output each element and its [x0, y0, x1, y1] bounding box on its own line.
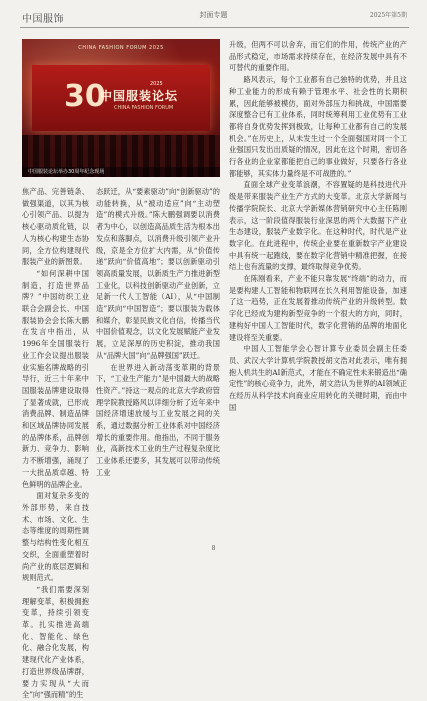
article-paragraph: 态跃迁，从“要素驱动”向“创新驱动”的动能转换，从“被动适应”向“主动塑造”的模式升级。”陈大鹏强调要以消费者为中心，以创造高品质生活为根本出发点和落脚点，以消费升级引领产业升级，京是全方位扩大内需，从“价值传递”跃向“价值高地”；要以创新驱动引领高质量发展，以新质生产力推进新型工业化，以科技创新驱动产业创新，立足新一代人工智能（AI），从“中国制造”跃向“中国智造”；要以服装为载体和媒介，彰显民族文化自信，传播当代中国价值观念，以文化发展赋能产业发展，立足深厚的历史积淀，推动我国从“品牌大国”向“品牌强国”跃迁。: [96, 187, 220, 360]
page-number: 8: [211, 545, 216, 552]
photo-caption: 中国服装论坛举办30周年纪念现场: [22, 167, 220, 177]
article-paragraph: 面对复杂多变的外部形势，来自技术、市场、文化、生态等维度的周期性调整与结构性变化相互交织，全面重塑着时尚产业的底层逻辑和规则范式。: [22, 491, 89, 583]
section-title: 封面专题: [199, 11, 228, 19]
header-divider: [20, 27, 409, 28]
forum-photo: [22, 39, 220, 177]
article-paragraph: 升级，但两不可以舍弃，而它们的作用，传统产业的产品形式稳定，市场需求持续存在，在经济发展中具有不可替代的重要作用。: [229, 40, 407, 73]
article-paragraph: 中国人工智能学会心智计算专业委员会副主任委员、武汉大学计算机学院教授胡文浩对此表示，唯有拥抱人机共生的AI新范式，才能在不确定性未来锻造出“确定性”的核心竞争力，此外，胡文浩认为世界的AI领域正在经历从科学技术向商业应用转化的关键时期，而由中国: [229, 344, 407, 412]
article-paragraph: “如何深耕中国制造，打造世界品牌？”中国纺织工业联合会副会长、中国服装协会会长陈大鹏在发言中指出，从1996年全国服装行业工作会议提出服装业实施名牌战略的引导行，近三十年来中国服装品牌建设取得了显著成就，已形成消费品牌、制造品牌和区域品牌协同发展的品牌体系，品牌创新力、竞争力、影响力不断增强，涌现了一大批品质卓越、特色鲜明的品牌企业。: [22, 268, 89, 489]
article-paragraph: 在世界进入新动荡变革期的背景下，“工业生产能力”是中国最大的战略性资产。”持这一观点的北京大学政府管理学院教授路风以详细分析了近年来中国经济增速放缓与工业发展之间的关系，通过数据分析工业体系对中国经济增长的重要作用。他指出，不同于服务业，高新技术工业的生产过程复杂度比工业体系还要多，其发展可以带动传统工业: [96, 362, 220, 477]
photo-forum-subtitle-en: CHINA FASHION FORUM: [114, 105, 174, 111]
photo-anniversary-number: 30: [64, 79, 106, 114]
article-paragraph: 路风表示，每个工业都有自己独特的优势，并且这种工业能力的形成有赖于管理水平、社会性的长期积累，因此能够被模仿，面对外部压力和挑战，中国需要深度整合已有工业体系，同时统筹利用工业优势有工业都将自身优势发挥到极致，让每种工业都有自己的发展机会。”在历史上，从未发生过一个全面强国对同一个工业强国只发出出质疑的情况，因此在这个时期，密切各行各业的企业家都能把自己的事业做好，只要各行各业都能够，其实体力量终是不可战胜的。”: [229, 75, 407, 178]
photo-year: 2025: [150, 81, 163, 87]
article-column-3: [229, 39, 407, 539]
issue-number: 2025年第5期: [369, 12, 407, 19]
article-paragraph: 直面全球产业变革浪潮，不容置疑的是科技进代升级是带来服装产业生产方式的大变革。北京大学新闻与传播学院院长、北京大学新媒体营销研究中心主任陈刚表示，这一阶段值得服装行业深思的两个大数据下产业生态建设，服装产业数字化。在这种时代，时代是产业数字化。在此进程中，传统企业要在重新数字产业建设中具有统一起跑线，要在数字化营销中精准把握，在接结上也有流量的支撑，最终取得竞争优势。: [229, 180, 407, 272]
article-column-2: [96, 186, 220, 540]
photo-forum-title-cn: 中国服装论坛: [100, 89, 179, 103]
article-paragraph: 焦产品、完善链条、做强渠道，以其为核心引领产品、以提为核心驱动质化链，以人为核心构建生态协同，全方位构建现代服装产业的新图景。: [22, 187, 89, 267]
photo-forum-title-en: CHINA FASHION FORUM 2025: [78, 45, 164, 51]
article-paragraph: 在陈刚看来，产业不能只靠发展“终端”的动力，而是要构建人工智能和物联网在长久利用智能设备，加速了这一趋势，正在发展着推动传统产业的升级转型。数字化已经成为建构新型竞争的一个很大的方向，同时，建构好中国人工智能时代，数字化营销的品牌的地面化建设将至关重要。: [229, 274, 407, 342]
article-paragraph: “我们需要深刻理解变革，积极拥抱变革，持续引领变革。扎实推进高端化、智能化、绿色化、融合化发展，构建现代化产业体系，打造世界级品牌群，要力实现从“大而全”向“强而精”的生: [22, 584, 89, 700]
page-header: [0, 0, 427, 40]
magazine-logo: 中国服饰: [22, 14, 64, 25]
article-column-1: [22, 186, 89, 700]
